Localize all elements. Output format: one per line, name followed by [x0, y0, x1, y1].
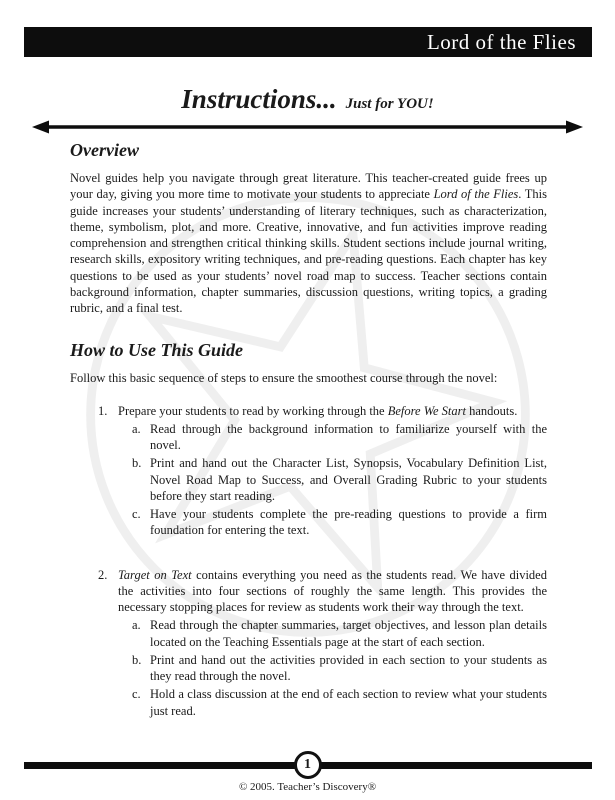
substep-text: Print and hand out the activities provided in each section to your students as they read through the novel. — [150, 652, 547, 683]
step-text-post: contains everything you need as the students read. We have divided the activities into four sections of roughly the same length. This provides the necessary stopping places for review as students work their way through the text. — [118, 567, 547, 614]
substeps-list — [132, 421, 547, 539]
how-to-intro: Follow this basic sequence of steps to ensure the smoothest course through the novel: — [70, 371, 498, 386]
page-content — [70, 140, 547, 719]
substep-item — [132, 506, 547, 539]
steps-list — [98, 403, 547, 719]
substep-item — [132, 652, 547, 685]
step-number: 2. — [98, 567, 108, 582]
copyright-text: © 2005. Teacher’s Discovery® — [238, 781, 377, 793]
step-number: 1. — [98, 403, 108, 418]
arrowhead-right-icon — [566, 121, 583, 134]
substeps-list — [132, 617, 547, 719]
substep-text: Hold a class discussion at the end of each section to review what your students just read. — [150, 687, 547, 718]
step-text-italic: Before We Start — [387, 403, 466, 418]
page-number-badge — [294, 751, 322, 779]
substep-text: Read through the chapter summaries, target objectives, and lesson plan details located on the Teaching Essentials page at the start of each section. — [150, 618, 547, 649]
step-item-1 — [98, 403, 547, 539]
substep-item — [132, 421, 547, 454]
step-item-2 — [98, 567, 547, 719]
substep-label: b. — [132, 456, 142, 471]
substep-text: Have your students complete the pre-reading questions to provide a firm foundation for entering the text. — [150, 507, 547, 538]
overview-book-title: Lord of the Flies — [433, 187, 519, 202]
substep-text: Print and hand out the Character List, Synopsis, Vocabulary Definition List, Novel Road Map to Success, and Overall Grading Rubric to your students before they start reading. — [150, 456, 547, 503]
substep-label: c. — [132, 507, 141, 521]
header-bar — [24, 27, 592, 57]
how-to-heading: How to Use This Guide — [70, 340, 244, 361]
overview-paragraph — [70, 170, 547, 316]
substep-item — [132, 455, 547, 504]
overview-text-before: Novel guides help you navigate through great literature. This teacher-created guide frees up your day, giving you more time to motivate your students to appreciate — [70, 171, 547, 202]
arrowhead-left-icon — [32, 121, 49, 134]
page-number: 1 — [304, 757, 311, 772]
page-title-main: Instructions... — [181, 84, 337, 114]
substep-label: a. — [132, 421, 141, 436]
step-text-pre: Prepare your students to read by working through the — [118, 403, 388, 418]
substep-label: a. — [132, 618, 141, 633]
substep-label: b. — [132, 652, 142, 667]
substep-item — [132, 686, 547, 719]
step-text — [118, 567, 547, 719]
step-text-italic: Target on Text — [118, 567, 192, 582]
step-text-post: handouts. — [465, 403, 518, 418]
overview-heading: Overview — [70, 140, 139, 160]
book-title: Lord of the Flies — [426, 29, 576, 54]
substep-text: Read through the background information to familiarize yourself with the novel. — [150, 421, 547, 452]
double-arrow-rule — [32, 119, 583, 135]
page-title-sub: Just for YOU! — [345, 96, 434, 112]
page-title — [0, 84, 615, 115]
substep-label: c. — [132, 687, 141, 702]
overview-text-after: . This guide increases your students’ understanding of literary techniques, such as characterization, theme, symbolism, plot, and more. Creative, innovative, and fun activities improve reading comprehension and strengthen critical thinking skills. Student sections include journal writing, research skills, expository writing techniques, and pre-reading questions. Each chapter has key questions to be used as your students’ novel road map to success. Teacher sections contain background information, chapter summaries, discussion questions, writing topics, a grading rubric, and a final test. — [70, 187, 547, 315]
substep-item — [132, 617, 547, 650]
step-text — [118, 403, 547, 539]
